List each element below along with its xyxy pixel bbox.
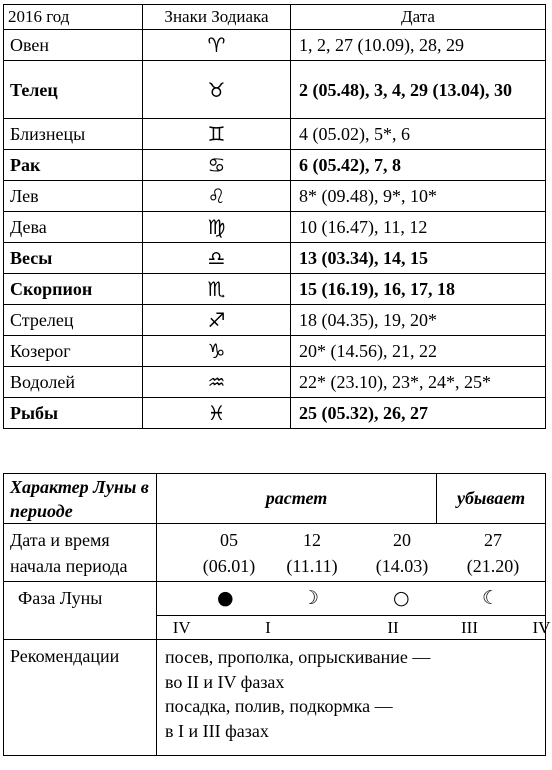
moon-character-label <box>4 474 157 524</box>
cancer-icon: ♋ <box>143 150 291 181</box>
zodiac-body <box>4 30 546 429</box>
zodiac-dates: 6 (05.42), 7, 8 <box>291 150 546 181</box>
period-4 <box>463 527 523 579</box>
period-3-time: (14.03) <box>375 555 429 576</box>
zodiac-row <box>4 61 546 119</box>
period-2 <box>282 527 342 579</box>
period-3-day: 20 <box>393 529 411 550</box>
leo-icon: ♌ <box>143 181 291 212</box>
header-year: 2016 год <box>4 5 143 30</box>
period-4-day: 27 <box>484 529 502 550</box>
zodiac-row <box>4 243 546 274</box>
period-1-day: 05 <box>220 529 238 550</box>
zodiac-dates: 1, 2, 27 (10.09), 28, 29 <box>291 30 546 61</box>
zodiac-row <box>4 305 546 336</box>
period-2-day: 12 <box>303 529 321 550</box>
zodiac-dates: 15 (16.19), 16, 17, 18 <box>291 274 546 305</box>
phase-label: Фаза Луны <box>4 582 157 616</box>
aries-icon: ♈ <box>143 30 291 61</box>
zodiac-dates: 25 (05.32), 26, 27 <box>291 398 546 429</box>
taurus-icon: ♉ <box>143 61 291 119</box>
phase-symbols-cell <box>157 582 546 616</box>
phase-number-spacer <box>4 616 157 640</box>
moon-waning: убывает <box>437 474 546 524</box>
phase-number-5: IV <box>503 616 546 640</box>
recommendations-text <box>157 640 546 756</box>
zodiac-dates: 4 (05.02), 5*, 6 <box>291 119 546 150</box>
zodiac-row <box>4 367 546 398</box>
recommendation-line-2: во II и IV фазах <box>165 671 285 692</box>
date-label-line2: начала периода <box>10 555 128 576</box>
zodiac-row <box>4 336 546 367</box>
period-2-time: (11.11) <box>286 555 338 576</box>
zodiac-dates: 13 (03.34), 14, 15 <box>291 243 546 274</box>
zodiac-header-row <box>4 5 546 30</box>
zodiac-sign-name: Скорпион <box>4 274 143 305</box>
zodiac-sign-name: Козерог <box>4 336 143 367</box>
periods-container <box>157 527 545 579</box>
aquarius-icon: ♒ <box>143 367 291 398</box>
zodiac-sign-name: Стрелец <box>4 305 143 336</box>
last-quarter-icon: ☾ <box>482 586 500 609</box>
moon-growing: растет <box>157 474 437 524</box>
zodiac-sign-name: Рак <box>4 150 143 181</box>
zodiac-row <box>4 398 546 429</box>
zodiac-dates: 8* (09.48), 9*, 10* <box>291 181 546 212</box>
moon-date-row <box>4 524 546 582</box>
zodiac-row <box>4 119 546 150</box>
first-quarter-icon: ☽ <box>302 586 320 609</box>
gemini-icon: ♊ <box>143 119 291 150</box>
zodiac-table <box>3 4 546 429</box>
header-signs: Знаки Зодиака <box>143 5 291 30</box>
recommendations-label: Рекомендации <box>4 640 157 756</box>
phase-number-3: II <box>330 616 437 640</box>
zodiac-sign-name: Лев <box>4 181 143 212</box>
phase-number-4: III <box>437 616 503 640</box>
zodiac-row <box>4 274 546 305</box>
moon-character-label-text: Характер Луны в периоде <box>10 476 149 521</box>
zodiac-sign-name: Водолей <box>4 367 143 398</box>
period-4-time: (21.20) <box>466 555 520 576</box>
zodiac-sign-name: Близнецы <box>4 119 143 150</box>
recommendation-line-1: посев, прополка, опрыскивание — <box>165 647 431 667</box>
recommendation-line-3: посадка, полив, подкормка — <box>165 696 393 716</box>
moon-phase-row <box>4 582 546 616</box>
zodiac-dates: 18 (04.35), 19, 20* <box>291 305 546 336</box>
period-3 <box>372 527 432 579</box>
zodiac-row <box>4 212 546 243</box>
periods-cell <box>157 524 546 582</box>
recommendations-row <box>4 640 546 756</box>
moon-table <box>3 473 551 756</box>
virgo-icon: ♍ <box>143 212 291 243</box>
zodiac-dates: 22* (23.10), 23*, 24*, 25* <box>291 367 546 398</box>
phase-number-1: IV <box>157 616 207 640</box>
header-date: Дата <box>291 5 546 30</box>
full-moon-icon: ○ <box>393 586 410 609</box>
zodiac-sign-name: Весы <box>4 243 143 274</box>
zodiac-sign-name: Рыбы <box>4 398 143 429</box>
zodiac-dates: 2 (05.48), 3, 4, 29 (13.04), 30 <box>291 61 546 119</box>
pisces-icon: ♓ <box>143 398 291 429</box>
phase-number-2: I <box>207 616 330 640</box>
scorpio-icon: ♏ <box>143 274 291 305</box>
moon-character-row <box>4 474 546 524</box>
phase-symbols <box>157 584 545 614</box>
capricorn-icon: ♑ <box>143 336 291 367</box>
zodiac-dates: 10 (16.47), 11, 12 <box>291 212 546 243</box>
zodiac-sign-name: Овен <box>4 30 143 61</box>
recommendation-line-4: в I и III фазах <box>165 720 269 741</box>
new-moon-icon: ● <box>217 586 234 609</box>
zodiac-sign-name: Телец <box>4 61 143 119</box>
moon-phase-number-row <box>4 616 546 640</box>
libra-icon: ♎ <box>143 243 291 274</box>
period-1-time: (06.01) <box>202 555 256 576</box>
sagittarius-icon: ♐ <box>143 305 291 336</box>
date-label-line1: Дата и время <box>10 529 110 550</box>
zodiac-row <box>4 181 546 212</box>
zodiac-row <box>4 30 546 61</box>
date-label <box>4 524 157 582</box>
period-1 <box>199 527 259 579</box>
zodiac-row <box>4 150 546 181</box>
zodiac-sign-name: Дева <box>4 212 143 243</box>
zodiac-dates: 20* (14.56), 21, 22 <box>291 336 546 367</box>
